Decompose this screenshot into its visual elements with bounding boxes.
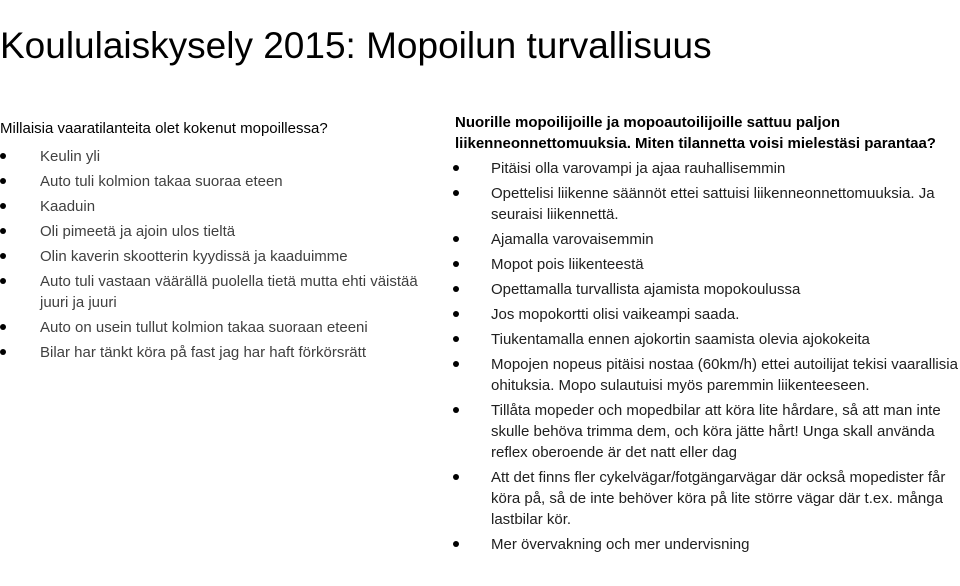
list-item xyxy=(455,304,960,325)
list-item xyxy=(455,254,960,275)
bullet-icon xyxy=(0,278,6,284)
list-item xyxy=(0,221,420,242)
list-item xyxy=(0,342,420,363)
bullet-icon xyxy=(0,153,6,159)
bullet-icon xyxy=(453,541,459,547)
list-item-text: Mer övervakning och mer undervisning xyxy=(491,536,750,553)
bullet-icon xyxy=(0,324,6,330)
left-answer-list xyxy=(0,146,420,363)
bullet-icon xyxy=(453,165,459,171)
list-item xyxy=(455,467,960,530)
list-item xyxy=(455,329,960,350)
slide-title: Koululaiskysely 2015: Mopoilun turvallisuus xyxy=(0,24,712,66)
list-item-text: Auto tuli kolmion takaa suoraa eteen xyxy=(40,173,283,190)
list-item xyxy=(455,229,960,250)
bullet-icon xyxy=(453,336,459,342)
list-item-text: Tiukentamalla ennen ajokortin saamista olevia ajokokeita xyxy=(491,331,870,348)
list-item-text: Pitäisi olla varovampi ja ajaa rauhallisemmin xyxy=(491,160,786,177)
list-item-text: Opettamalla turvallista ajamista mopokoulussa xyxy=(491,281,801,298)
list-item xyxy=(455,183,960,225)
list-item-text: Opettelisi liikenne säännöt ettei sattuisi liikenneonnettomuuksia. Ja seuraisi liikennettä. xyxy=(491,185,935,223)
list-item-text: Auto on usein tullut kolmion takaa suoraan eteeni xyxy=(40,319,368,336)
list-item xyxy=(0,317,420,338)
list-item-text: Jos mopokortti olisi vaikeampi saada. xyxy=(491,306,740,323)
bullet-icon xyxy=(0,349,6,355)
bullet-icon xyxy=(453,261,459,267)
bullet-icon xyxy=(453,236,459,242)
bullet-icon xyxy=(0,178,6,184)
list-item-text: Kaaduin xyxy=(40,198,96,215)
left-column xyxy=(0,118,420,367)
list-item-text: Oli pimeetä ja ajoin ulos tieltä xyxy=(40,223,236,240)
bullet-icon xyxy=(453,311,459,317)
list-item xyxy=(455,354,960,396)
left-question-heading: Millaisia vaaratilanteita olet kokenut mopoillessa? xyxy=(0,120,328,137)
bullet-icon xyxy=(0,253,6,259)
list-item-text: Bilar har tänkt köra på fast jag har haft förkörsrätt xyxy=(40,344,366,361)
list-item xyxy=(455,534,960,555)
list-item-text: Att det finns fler cykelvägar/fotgängarvägar där också mopedister får köra på, så de inte behöver köra på lite större vägar där t.ex. många lastbilar kör. xyxy=(491,469,946,528)
bullet-icon xyxy=(453,474,459,480)
bullet-icon xyxy=(0,203,6,209)
right-answer-list xyxy=(455,158,960,555)
bullet-icon xyxy=(0,228,6,234)
list-item-text: Tillåta mopeder och mopedbilar att köra lite hårdare, så att man inte skulle behöva trimma dem, och köra jätte hårt! Unga skall använda reflex oberoende är det natt eller dag xyxy=(491,402,941,461)
list-item xyxy=(0,196,420,217)
bullet-icon xyxy=(453,190,459,196)
list-item-text: Ajamalla varovaisemmin xyxy=(491,231,654,248)
bullet-icon xyxy=(453,407,459,413)
list-item-text: Olin kaverin skootterin kyydissä ja kaaduimme xyxy=(40,248,348,265)
list-item xyxy=(0,246,420,267)
list-item-text: Mopojen nopeus pitäisi nostaa (60km/h) ettei autoilijat tekisi vaarallisia ohituksia. Mopo sulautuisi myös paremmin liikenteeseen. xyxy=(491,356,958,394)
list-item xyxy=(0,146,420,167)
list-item xyxy=(0,171,420,192)
list-item xyxy=(455,279,960,300)
list-item xyxy=(455,400,960,463)
right-column xyxy=(455,112,960,559)
bullet-icon xyxy=(453,286,459,292)
list-item-text: Keulin yli xyxy=(40,148,101,165)
list-item-text: Auto tuli vastaan väärällä puolella tietä mutta ehti väistää juuri ja juuri xyxy=(40,273,418,311)
bullet-icon xyxy=(453,361,459,367)
right-question-heading: Nuorille mopoilijoille ja mopoautoilijoille sattuu paljon liikenneonnettomuuksia. Miten tilannetta voisi mielestäsi parantaa? xyxy=(455,114,936,152)
list-item xyxy=(455,158,960,179)
list-item-text: Mopot pois liikenteestä xyxy=(491,256,644,273)
list-item xyxy=(0,271,420,313)
